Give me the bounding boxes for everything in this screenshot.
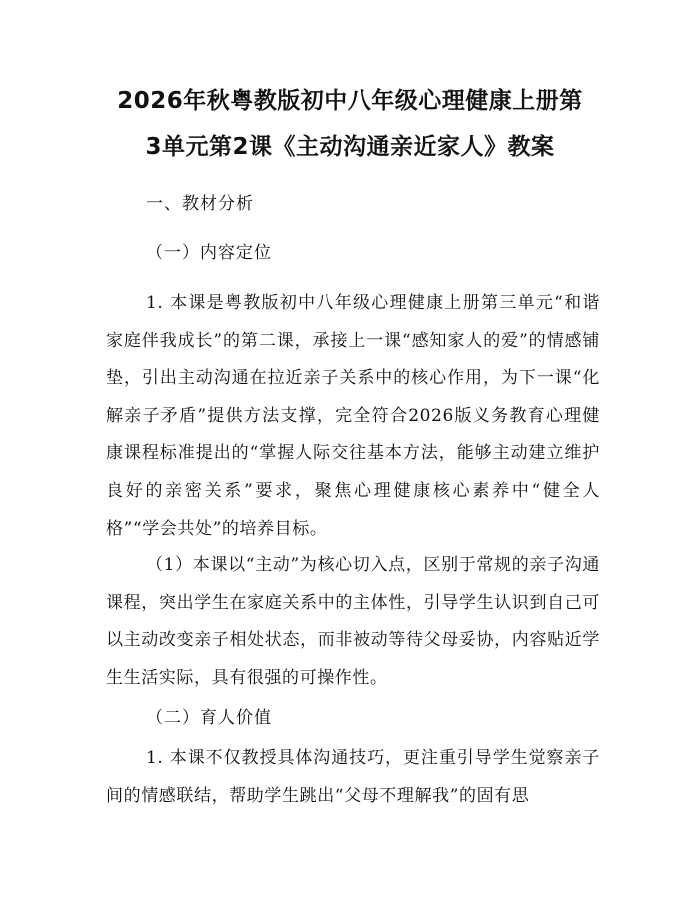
subsection-heading-educational-value: （二）育人价值: [146, 708, 272, 728]
document-title-line-1: 2026年秋粤教版初中八年级心理健康上册第: [117, 88, 583, 114]
section-heading-textbook-analysis: 一、教材分析: [146, 194, 254, 214]
paragraph-active-communication: （1）本课以“主动”为核心切入点，区别于常规的亲子沟通课程，突出学生在家庭关系中的主体性，引导学生认识到自己可以主动改变亲子相处状态，而非被动等待父母妥协，内容贴近学生生活实际，具有很强的可操作性。: [106, 555, 600, 688]
document-title-line-2: 3单元第2课《主动沟通亲近家人》教案: [145, 134, 555, 160]
paragraph-educational-value: 1. 本课不仅教授具体沟通技巧，更注重引导学生觉察亲子间的情感联结，帮助学生跳出“父母不理解我”的固有思: [106, 748, 600, 806]
subsection-heading-content-positioning: （一）内容定位: [146, 243, 272, 263]
paragraph-content-positioning: 1. 本课是粤教版初中八年级心理健康上册第三单元“和谐家庭伴我成长”的第二课，承接上一课“感知家人的爱”的情感铺垫，引出主动沟通在拉近亲子关系中的核心作用，为下一课“化解亲子矛盾”提供方法支撑，完全符合2026版义务教育心理健康课程标准提出的“掌握人际交往基本方法，能够主动建立维护良好的亲密关系”要求，聚焦心理健康核心素养中“健全人格”“学会共处”的培养目标。: [106, 293, 600, 539]
